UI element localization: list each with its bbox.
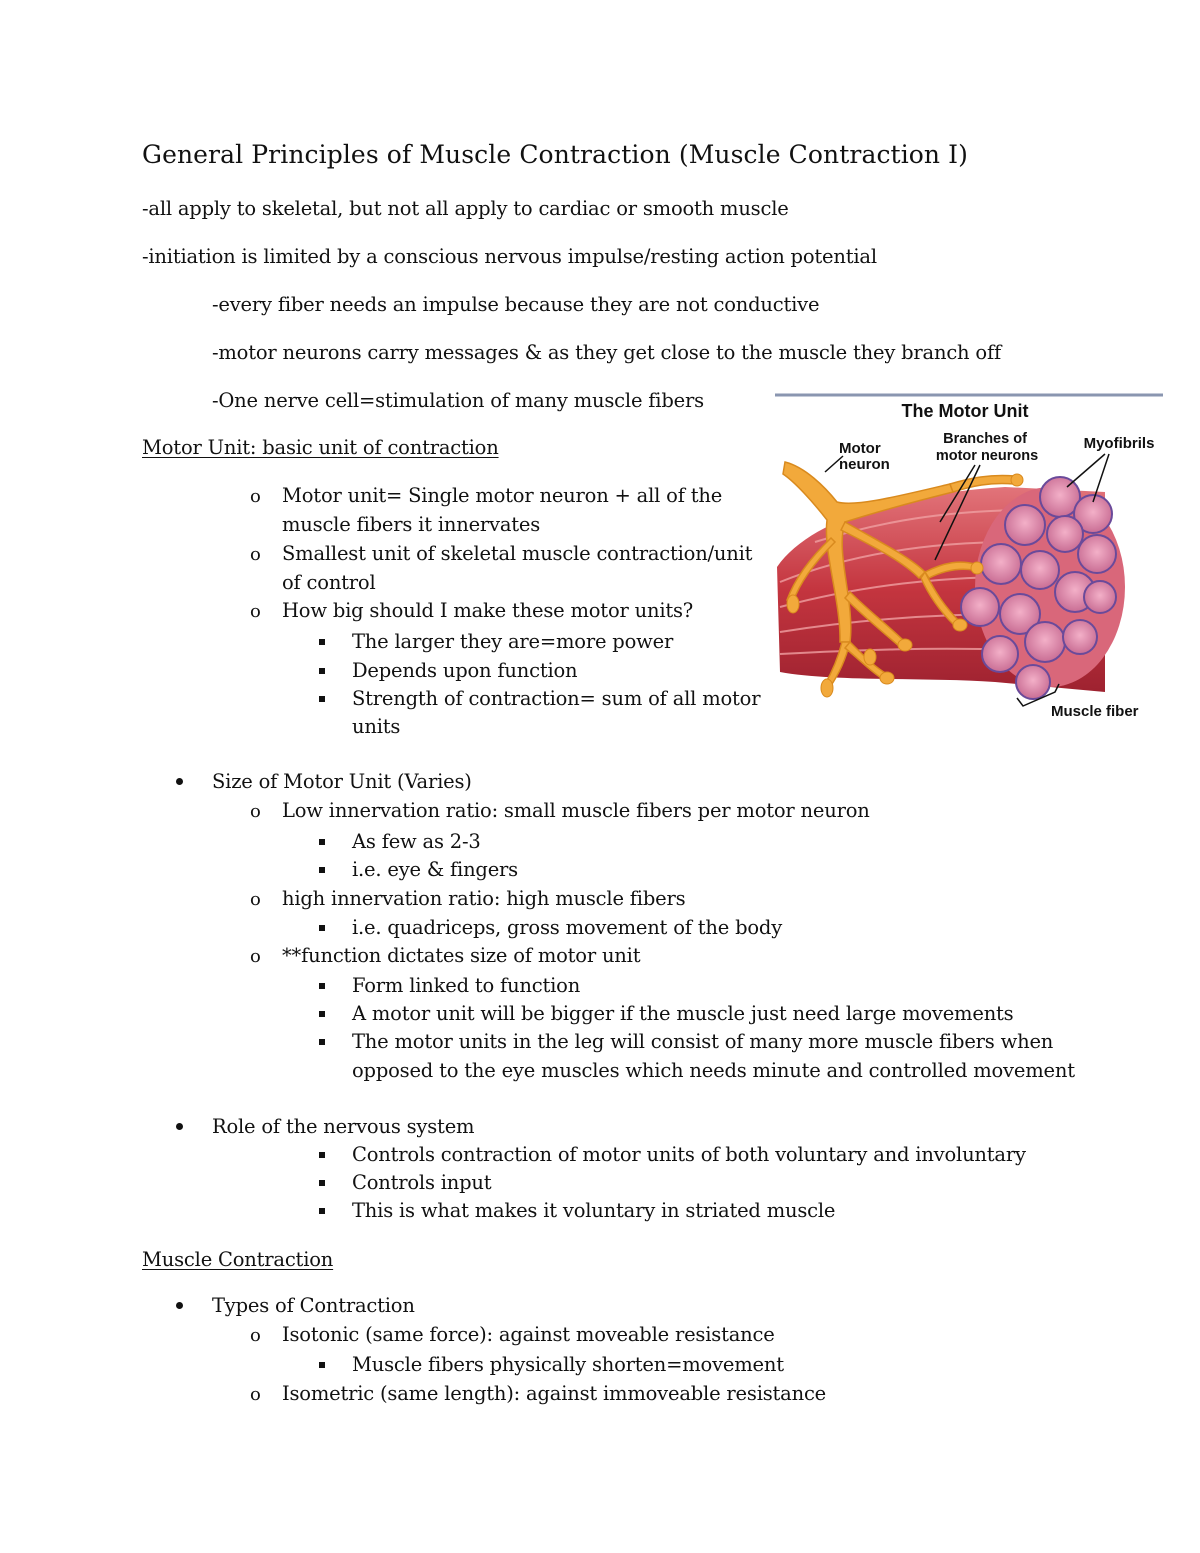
section-heading-motor-unit: Motor Unit: basic unit of contraction [142,436,499,459]
square-bullet [319,839,325,845]
circle-bullet: o [250,1384,261,1405]
list-item: A motor unit will be bigger if the muscle just need large movements [352,1002,1014,1025]
square-bullet [319,867,325,873]
list-item: Smallest unit of skeletal muscle contraction/unit [282,542,753,565]
list-item-continuation: of control [282,571,376,594]
square-bullet [319,1011,325,1017]
circle-bullet: o [250,801,261,822]
label-branches-2: motor neurons [935,448,1039,464]
square-bullet [319,1362,325,1368]
list-item: The larger they are=more power [352,630,674,653]
label-branches-1: Branches of [943,431,1027,447]
list-item: How big should I make these motor units? [282,599,694,622]
intro-line: -motor neurons carry messages & as they get close to the muscle they branch off [212,341,1001,364]
list-item: Low innervation ratio: small muscle fibers per motor neuron [282,799,870,822]
list-item: Form linked to function [352,974,581,997]
square-bullet [319,1208,325,1214]
square-bullet [319,925,325,931]
label-muscle-fiber: Muscle fiber [1051,703,1139,720]
list-item: high innervation ratio: high muscle fibers [282,887,686,910]
square-bullet [319,1180,325,1186]
list-item: Motor unit= Single motor neuron + all of the [282,484,723,507]
label-neuron: neuron [839,456,890,473]
list-item: Muscle fibers physically shorten=movement [352,1353,784,1376]
circle-bullet: o [250,544,261,565]
list-item: Controls input [352,1171,492,1194]
circle-bullet: o [250,601,261,622]
label-myofibrils: Myofibrils [1083,435,1155,452]
circle-bullet: o [250,889,261,910]
page-title: General Principles of Muscle Contraction (Muscle Contraction I) [142,140,969,169]
list-item: The motor units in the leg will consist of many more muscle fibers when [352,1030,1054,1053]
square-bullet [319,1039,325,1045]
list-item: Types of Contraction [212,1294,415,1317]
list-item: i.e. quadriceps, gross movement of the body [352,916,783,939]
section-heading-muscle-contraction: Muscle Contraction [142,1248,334,1271]
list-item: Strength of contraction= sum of all motor [352,687,761,710]
square-bullet [319,668,325,674]
list-item: i.e. eye & fingers [352,858,518,881]
list-item: Role of the nervous system [212,1115,475,1138]
list-item: Isotonic (same force): against moveable resistance [282,1323,775,1346]
list-item: Controls contraction of motor units of both voluntary and involuntary [352,1143,1026,1166]
list-item-continuation: muscle fibers it innervates [282,513,541,536]
list-item: **function dictates size of motor unit [282,944,641,967]
square-bullet [319,1152,325,1158]
disc-bullet [176,1302,183,1309]
label-motor: Motor [839,440,881,457]
square-bullet [319,639,325,645]
list-item: As few as 2-3 [352,830,481,853]
list-item-continuation: opposed to the eye muscles which needs minute and controlled movement [352,1059,1075,1082]
intro-line: -One nerve cell=stimulation of many muscle fibers [212,389,704,412]
figure-title: The Motor Unit [901,401,1029,421]
list-item-continuation: units [352,715,401,738]
intro-line: -every fiber needs an impulse because they are not conductive [212,293,820,316]
disc-bullet [176,1123,183,1130]
intro-line: -all apply to skeletal, but not all apply to cardiac or smooth muscle [142,197,789,220]
list-item: Size of Motor Unit (Varies) [212,770,472,793]
intro-line: -initiation is limited by a conscious nervous impulse/resting action potential [142,245,877,268]
circle-bullet: o [250,946,261,967]
list-item: Isometric (same length): against immoveable resistance [282,1382,827,1405]
motor-unit-figure [775,392,1163,727]
square-bullet [319,983,325,989]
circle-bullet: o [250,486,261,507]
list-item: This is what makes it voluntary in striated muscle [352,1199,836,1222]
disc-bullet [176,778,183,785]
square-bullet [319,696,325,702]
list-item: Depends upon function [352,659,578,682]
circle-bullet: o [250,1325,261,1346]
